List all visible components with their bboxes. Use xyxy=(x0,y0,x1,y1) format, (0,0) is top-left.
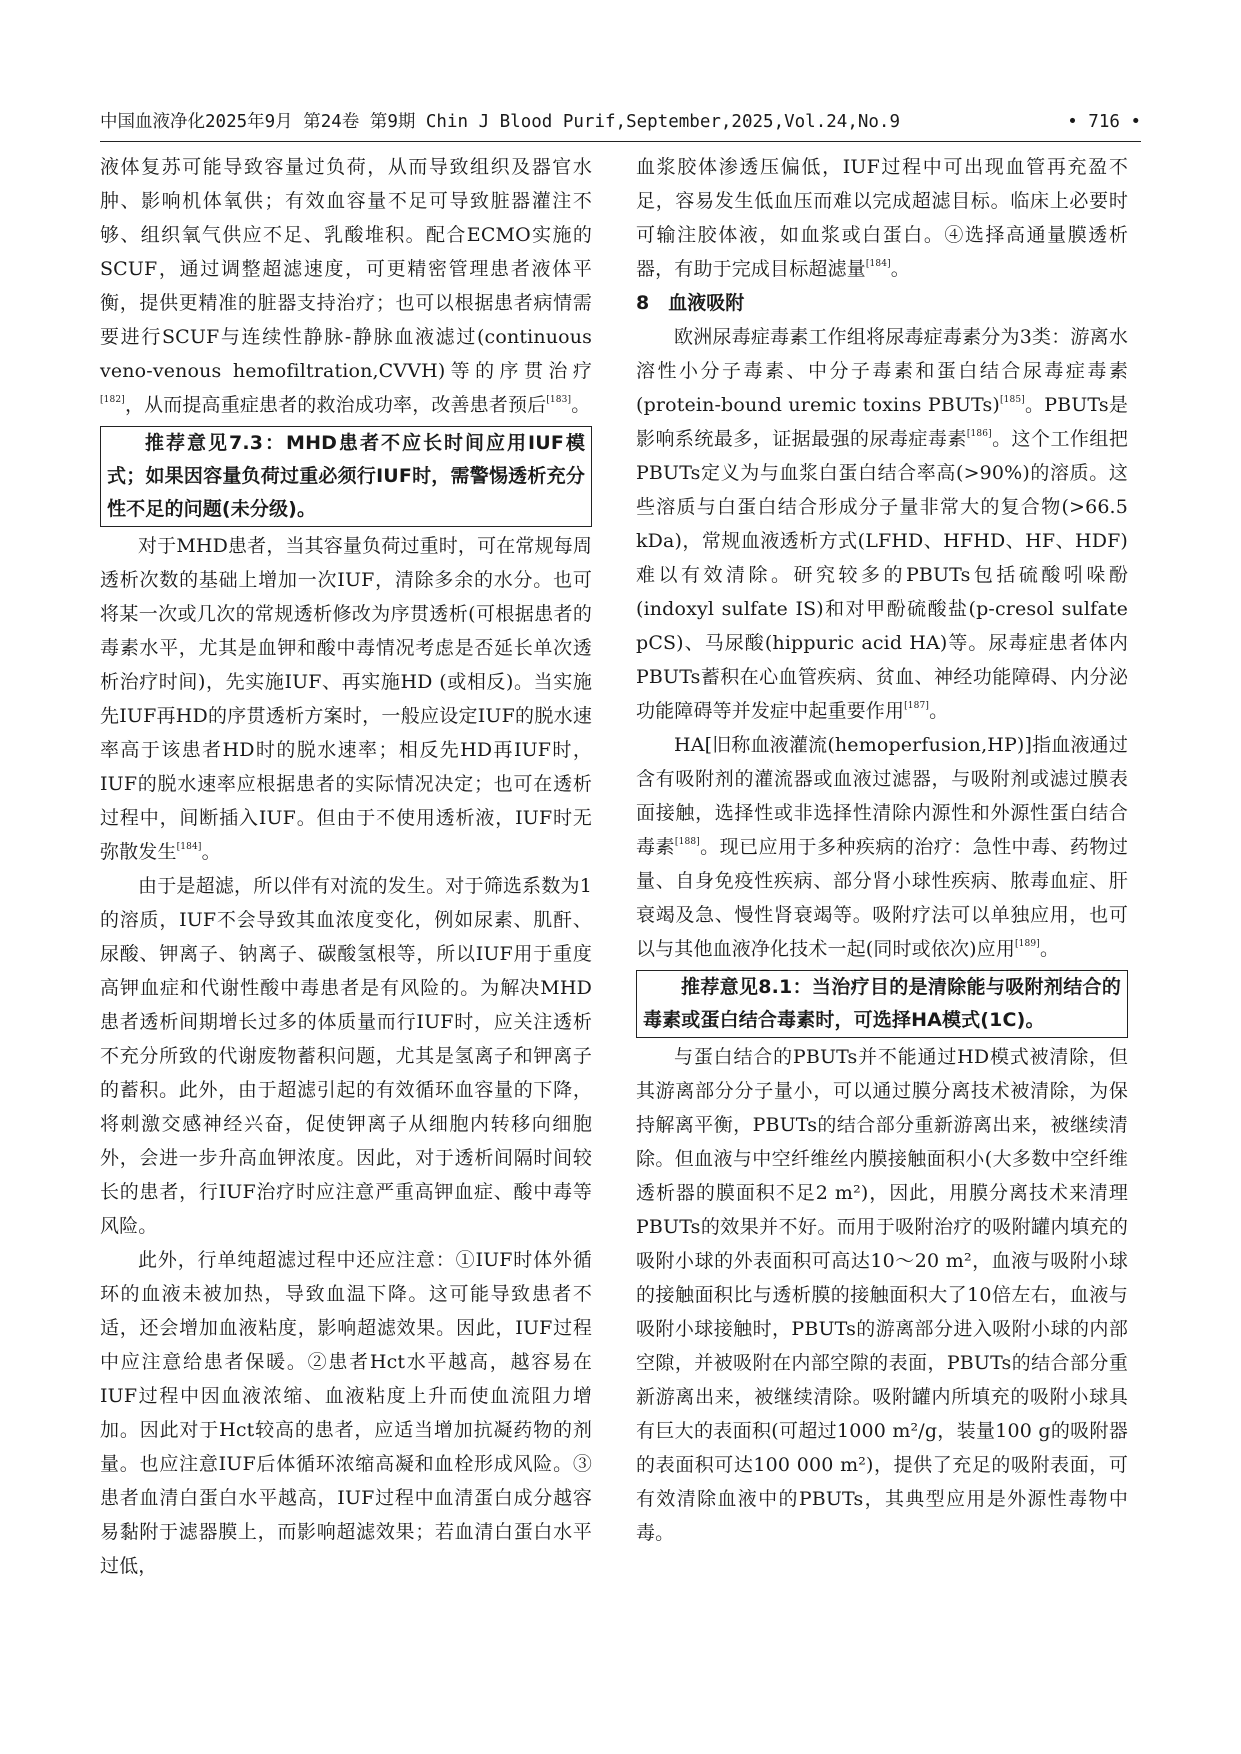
right-column xyxy=(636,150,1128,1550)
paragraph: 欧洲尿毒症毒素工作组将尿毒症毒素分为3类：游离水溶性小分子毒素、中分子毒素和蛋白结合尿毒症毒素(protein-bound uremic toxins PBUTs)[185]。PBUTs是影响系统最多，证据最强的尿毒症毒素[186]。这个工作组把PBUTs定义为与血浆白蛋白结合率高(>90%)的溶质。这些溶质与白蛋白结合形成分子量非常大的复合物(>66.5 kDa)，常规血液透析方式(LFHD、HFHD、HF、HDF)难以有效清除。研究较多的PBUTs包括硫酸吲哚酚(indoxyl sulfate IS)和对甲酚硫酸盐(p-cresol sulfate pCS)、马尿酸(hippuric acid HA)等。尿毒症患者体内PBUTs蓄积在心血管疾病、贫血、神经功能障碍、内分泌功能障碍等并发症中起重要作用[187]。 xyxy=(636,326,1128,722)
paragraph: 由于是超滤，所以伴有对流的发生。对于筛选系数为1的溶质，IUF不会导致其血浓度变化，例如尿素、肌酐、尿酸、钾离子、钠离子、碳酸氢根等，所以IUF用于重度高钾血症和代谢性酸中毒患者是有风险的。为解决MHD患者透析间期增长过多的体质量而行IUF时，应关注透析不充分所致的代谢废物蓄积问题，尤其是氢离子和钾离子的蓄积。此外，由于超滤引起的有效循环血容量的下降，将刺激交感神经兴奋，促使钾离子从细胞内转移向细胞外，会进一步升高血钾浓度。因此，对于透析间隔时间较长的患者，行IUF治疗时应注意严重高钾血症、酸中毒等风险。 xyxy=(100,875,592,1237)
citation-ref: [182] xyxy=(100,395,125,405)
recommendation-text: 推荐意见8.1：当治疗目的是清除能与吸附剂结合的毒素或蛋白结合毒素时，可选择HA模式(1C)。 xyxy=(643,976,1121,1031)
left-column xyxy=(100,150,592,1583)
paragraph: 此外，行单纯超滤过程中还应注意：①IUF时体外循环的血液未被加热，导致血温下降。这可能导致患者不适，还会增加血液粘度，影响超滤效果。因此，IUF过程中应注意给患者保暖。②患者Hct水平越高，越容易在IUF过程中因血液浓缩、血液粘度上升而使血流阻力增加。因此对于Hct较高的患者，应适当增加抗凝药物的剂量。也应注意IUF后体循环浓缩高凝和血栓形成风险。③患者血清白蛋白水平越高，IUF过程中血清蛋白成分越容易黏附于滤器膜上，而影响超滤效果；若血清白蛋白水平过低， xyxy=(100,1249,592,1577)
paragraph: 液体复苏可能导致容量过负荷，从而导致组织及器官水肿、影响机体氧供；有效血容量不足可导致脏器灌注不够、组织氧气供应不足、乳酸堆积。配合ECMO实施的SCUF，通过调整超滤速度，可更精密管理患者液体平衡，提供更精准的脏器支持治疗；也可以根据患者病情需要进行SCUF与连续性静脉-静脉血液滤过(continuous veno-venous hemofiltration,CVVH)等的序贯治疗[182]，从而提高重症患者的救治成功率，改善患者预后[183]。 xyxy=(100,156,592,416)
recommendation-box-7-3 xyxy=(100,426,592,527)
paragraph: 与蛋白结合的PBUTs并不能通过HD模式被清除，但其游离部分分子量小，可以通过膜分离技术被清除，为保持解离平衡，PBUTs的结合部分重新游离出来，被继续清除。但血液与中空纤维丝内膜接触面积小(大多数中空纤维透析器的膜面积不足2 m²)，因此，用膜分离技术来清理PBUTs的效果并不好。而用于吸附治疗的吸附罐内填充的吸附小球的外表面积可高达10～20 m²，血液与吸附小球的接触面积比与透析膜的接触面积大了10倍左右，血液与吸附小球接触时，PBUTs的游离部分进入吸附小球的内部空隙，并被吸附在内部空隙的表面，PBUTs的结合部分重新游离出来，被继续清除。吸附罐内所填充的吸附小球具有巨大的表面积(可超过1000 m²/g，装量100 g的吸附器的表面积可达100 000 m²)，提供了充足的吸附表面，可有效清除血液中的PBUTs，其典型应用是外源性毒物中毒。 xyxy=(636,1046,1128,1544)
citation-ref: [187] xyxy=(904,701,930,711)
paragraph: 对于MHD患者，当其容量负荷过重时，可在常规每周透析次数的基础上增加一次IUF，清除多余的水分。也可将某一次或几次的常规透析修改为序贯透析(可根据患者的毒素水平，尤其是血钾和酸中毒情况考虑是否延长单次透析治疗时间)，先实施IUF、再实施HD (或相反)。当实施先IUF再HD的序贯透析方案时，一般应设定IUF的脱水速率高于该患者HD时的脱水速率；相反先HD再IUF时，IUF的脱水速率应根据患者的实际情况决定；也可在透析过程中，间断插入IUF。但由于不使用透析液，IUF时无弥散发生[184]。 xyxy=(100,535,592,863)
section-heading: 8 血液吸附 xyxy=(636,292,745,314)
page-number: • 716 • xyxy=(1067,112,1141,132)
citation-ref: [183] xyxy=(546,395,572,405)
recommendation-text: 推荐意见7.3：MHD患者不应长时间应用IUF模式；如果因容量负荷过重必须行IUF时，需警惕透析充分性不足的问题(未分级)。 xyxy=(107,432,585,520)
citation-ref: [186] xyxy=(966,429,992,439)
citation-ref: [188] xyxy=(674,837,700,847)
header-rule xyxy=(100,141,1141,142)
citation-ref: [184] xyxy=(176,842,202,852)
paragraph: HA[旧称血液灌流(hemoperfusion,HP)]指血液通过含有吸附剂的灌流器或血液过滤器，与吸附剂或滤过膜表面接触，选择性或非选择性清除内源性和外源性蛋白结合毒素[188]。现已应用于多种疾病的治疗：急性中毒、药物过量、自身免疫性疾病、部分肾小球性疾病、脓毒血症、肝衰竭及急、慢性肾衰竭等。吸附疗法可以单独应用，也可以与其他血液净化技术一起(同时或依次)应用[189]。 xyxy=(636,734,1128,960)
journal-citation: 中国血液净化2025年9月 第24卷 第9期 Chin J Blood Purif,September,2025,Vol.24,No.9 xyxy=(100,112,901,132)
paragraph: 血浆胶体渗透压偏低，IUF过程中可出现血管再充盈不足，容易发生低血压而难以完成超滤目标。临床上必要时可输注胶体液，如血浆或白蛋白。④选择高通量膜透析器，有助于完成目标超滤量[184]。 xyxy=(636,156,1128,280)
citation-ref: [184] xyxy=(865,259,891,269)
citation-ref: [185] xyxy=(999,395,1025,405)
recommendation-box-8-1 xyxy=(636,970,1128,1038)
citation-ref: [189] xyxy=(1014,939,1040,949)
